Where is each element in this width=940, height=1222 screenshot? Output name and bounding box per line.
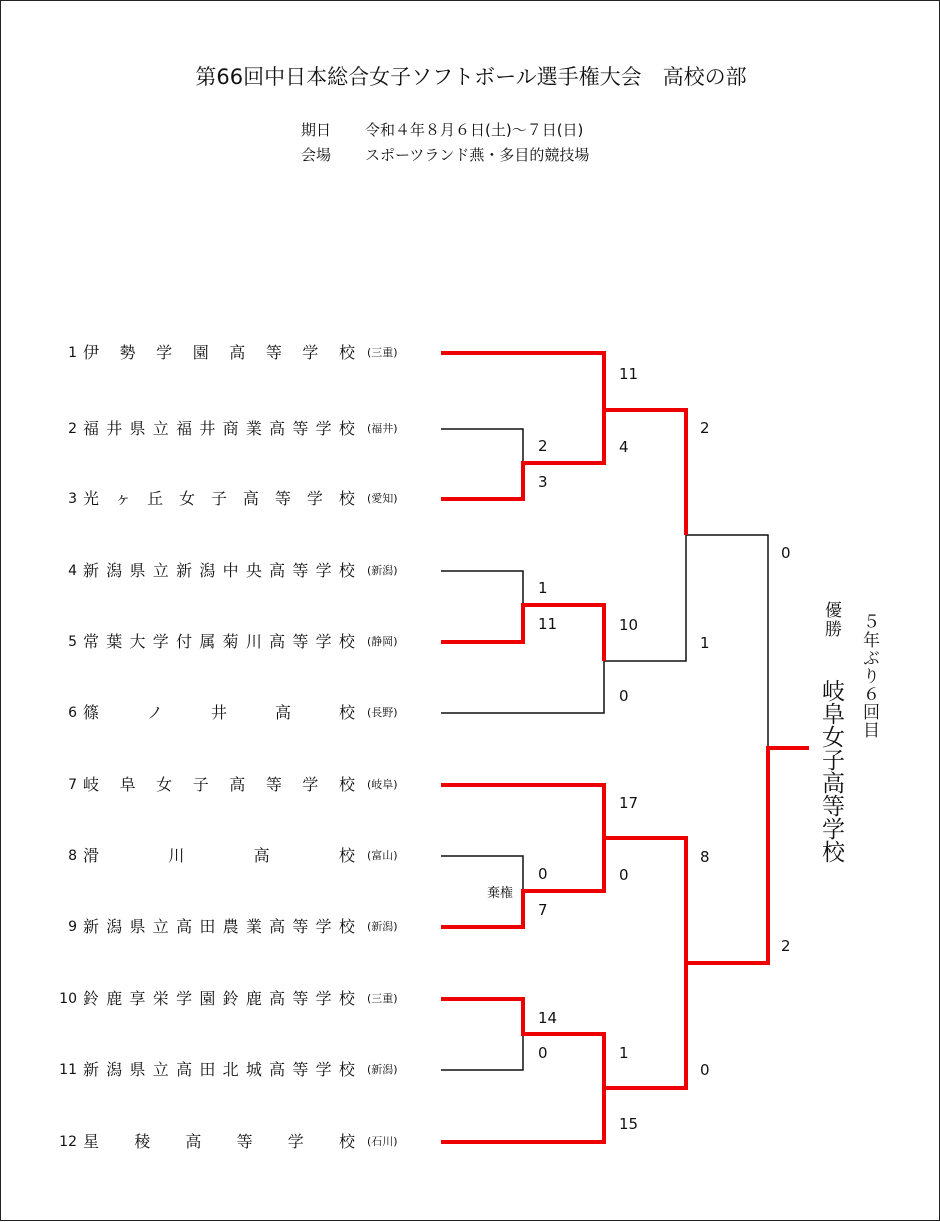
bracket-line-team1-winner xyxy=(441,353,686,535)
score-final-team7: 2 xyxy=(781,937,791,955)
bracket-line-team4 xyxy=(441,571,523,605)
team-prefecture: (富山) xyxy=(367,849,398,862)
score-team11: 0 xyxy=(538,1044,548,1062)
bracket-line-final-upper xyxy=(686,535,768,748)
team-name: 星 稜 高 等 学 校 xyxy=(83,1132,355,1151)
team-name: 岐 阜 女 子 高 等 学 校 xyxy=(83,775,355,794)
team-prefecture: (岐阜) xyxy=(367,778,398,791)
score-r2-team5: 10 xyxy=(619,616,639,634)
forfeit-label: 棄権 xyxy=(487,886,514,901)
bracket-line-sf-bottom-lower xyxy=(604,963,686,1088)
team-prefecture: (新潟) xyxy=(367,1063,398,1076)
team-prefecture: (愛知) xyxy=(367,492,398,505)
team-prefecture: (新潟) xyxy=(367,564,398,577)
team-number: 6 xyxy=(68,705,77,721)
score-team10: 14 xyxy=(538,1009,558,1027)
team-prefecture: (三重) xyxy=(367,346,398,359)
team-number: 2 xyxy=(68,421,77,437)
team-number: 8 xyxy=(68,848,77,864)
bracket-line-r2-bottom-lower xyxy=(523,1034,604,1088)
team-number: 9 xyxy=(68,919,77,935)
period-value: 令和４年８月６日(土)～７日(日) xyxy=(365,121,584,139)
team-name: 新 潟 県 立 新 潟 中 央 高 等 学 校 xyxy=(83,561,355,580)
score-team4: 1 xyxy=(538,579,548,597)
venue-value: スポーツランド燕・多目的競技場 xyxy=(365,146,590,164)
team-prefecture: (静岡) xyxy=(367,635,398,648)
team-number: 4 xyxy=(68,563,77,579)
team-name: 常 葉 大 学 付 属 菊 川 高 等 学 校 xyxy=(83,632,355,651)
team-number: 5 xyxy=(68,634,77,650)
score-sf-team12: 0 xyxy=(700,1061,710,1079)
score-team3: 3 xyxy=(538,473,548,491)
team-number: 12 xyxy=(59,1134,77,1150)
team-name: 福 井 県 立 福 井 商 業 高 等 学 校 xyxy=(83,419,355,438)
champion-team: 岐阜女子高等学校 xyxy=(818,679,844,863)
bracket-line-team11 xyxy=(441,1034,523,1070)
team-prefecture: (新潟) xyxy=(367,920,398,933)
score-r2-team1: 11 xyxy=(619,365,639,383)
score-r2-team9: 0 xyxy=(619,866,629,884)
team-prefecture: (福井) xyxy=(367,422,398,435)
score-r2-team10: 1 xyxy=(619,1044,629,1062)
team-number: 3 xyxy=(68,491,77,507)
champion-label: 優勝 xyxy=(821,601,841,639)
score-r2-team12: 15 xyxy=(619,1115,639,1133)
score-team8: 0 xyxy=(538,865,548,883)
score-r2-team7: 17 xyxy=(619,794,639,812)
team-name: 新 潟 県 立 高 田 北 城 高 等 学 校 xyxy=(83,1060,355,1079)
bracket-line-r2-top-lower xyxy=(523,410,604,463)
score-r2-team6: 0 xyxy=(619,687,629,705)
team-name: 伊 勢 学 園 高 等 学 校 xyxy=(83,343,355,362)
score-final-team1: 0 xyxy=(781,544,791,562)
bracket-line-sf-top-lower xyxy=(604,535,686,661)
bracket-line-team5-winner xyxy=(441,605,604,661)
score-sf-team7: 8 xyxy=(700,848,710,866)
team-number: 10 xyxy=(59,991,77,1007)
score-team2: 2 xyxy=(538,437,548,455)
score-team5: 11 xyxy=(538,615,558,633)
team-name: 篠 ノ 井 高 校 xyxy=(83,703,355,722)
bracket-line-r2-bottom-upper xyxy=(523,838,604,891)
team-name: 滑 川 高 校 xyxy=(83,846,355,865)
score-sf-team1: 2 xyxy=(700,419,710,437)
score-team9: 7 xyxy=(538,901,548,919)
team-number: 11 xyxy=(59,1062,77,1078)
team-number: 1 xyxy=(68,345,77,361)
bracket-line-team6 xyxy=(441,661,604,713)
tournament-bracket xyxy=(1,1,940,1222)
bracket-line-team12-winner xyxy=(441,963,686,1142)
venue-label: 会場 xyxy=(301,146,332,164)
team-name: 鈴 鹿 享 栄 学 園 鈴 鹿 高 等 学 校 xyxy=(83,989,355,1008)
team-prefecture: (長野) xyxy=(367,706,398,719)
team-number: 7 xyxy=(68,777,77,793)
bracket-line-team2 xyxy=(441,429,523,463)
score-r2-team3: 4 xyxy=(619,438,629,456)
team-prefecture: (石川) xyxy=(367,1135,398,1148)
page-title: 第66回中日本総合女子ソフトボール選手権大会 高校の部 xyxy=(195,65,747,89)
team-prefecture: (三重) xyxy=(367,992,398,1005)
period-label: 期日 xyxy=(301,121,332,139)
champion-note: ５年ぶり６回目 xyxy=(859,613,879,739)
team-name: 光 ヶ 丘 女 子 高 等 学 校 xyxy=(83,489,355,508)
team-name: 新 潟 県 立 高 田 農 業 高 等 学 校 xyxy=(83,917,355,936)
score-sf-team5: 1 xyxy=(700,634,710,652)
